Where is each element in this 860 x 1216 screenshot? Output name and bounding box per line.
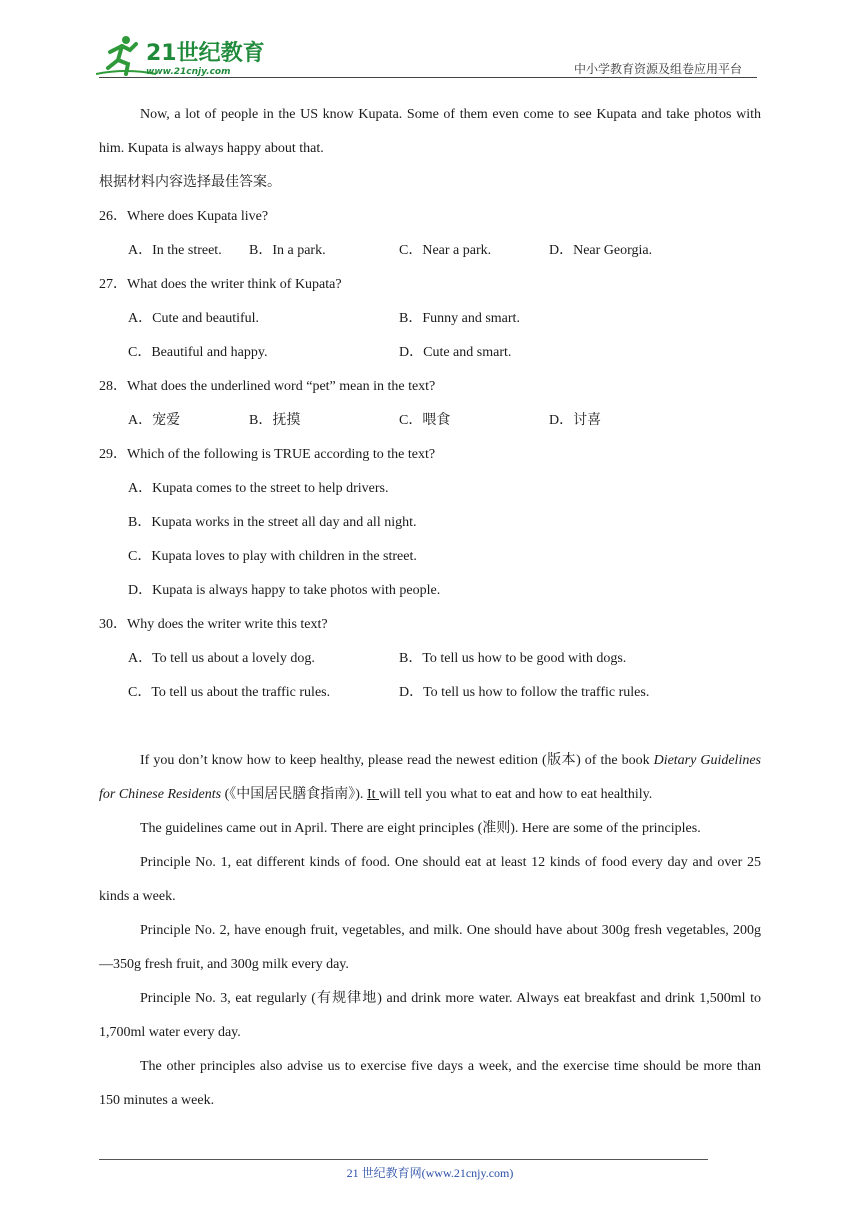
page-content <box>99 98 761 1118</box>
book-title: Dietary Guidelines for Chinese Residents <box>99 753 762 802</box>
option-c: C．Near a park. <box>399 243 492 258</box>
question-options <box>99 540 761 574</box>
question-stem: 30．Why does the writer write this text? <box>99 617 328 632</box>
section-gap <box>99 710 761 744</box>
footer-divider <box>99 1159 708 1160</box>
option-a: A．In the street. <box>128 243 222 258</box>
passage-paragraph: The other principles also advise us to exercise five days a week, and the exercise time should be more than 150 minutes a week. <box>99 1059 761 1108</box>
option-d: D．讨喜 <box>549 413 602 428</box>
passage-paragraph: Principle No. 3, eat regularly (有规律地) and drink more water. Always eat breakfast and drink 1,500ml to 1,700ml water every day. <box>99 991 761 1040</box>
svg-text:www.21cnjy.com: www.21cnjy.com <box>146 67 231 77</box>
option-b: B．To tell us how to be good with dogs. <box>399 651 627 666</box>
question-stem: 27．What does the writer think of Kupata? <box>99 277 342 292</box>
option-c: C．Kupata loves to play with children in the street. <box>128 549 417 564</box>
option-a: A．Kupata comes to the street to help drivers. <box>128 481 389 496</box>
option-b: B．Kupata works in the street all day and all night. <box>128 515 417 530</box>
option-b: B．Funny and smart. <box>399 311 520 326</box>
option-c: C．Beautiful and happy. <box>128 345 268 360</box>
question-options <box>99 472 761 506</box>
header-platform-text: 中小学教育资源及组卷应用平台 <box>574 62 743 76</box>
option-d: D．Near Georgia. <box>549 243 653 258</box>
option-d: D．Cute and smart. <box>399 345 512 360</box>
question-options <box>99 234 761 268</box>
question-options <box>99 642 761 676</box>
footer-text: 21 世纪教育网(www.21cnjy.com) <box>346 1166 514 1180</box>
option-b: B．抚摸 <box>249 413 301 428</box>
question-options <box>99 302 761 336</box>
passage-paragraph: Principle No. 2, have enough fruit, vegetables, and milk. One should have about 300g fresh vegetables, 200g—350g fresh fruit, and 300g milk every day. <box>99 923 761 972</box>
option-d: D．To tell us how to follow the traffic rules. <box>399 685 650 700</box>
instruction-text: 根据材料内容选择最佳答案。 <box>99 175 281 190</box>
option-c: C．To tell us about the traffic rules. <box>128 685 331 700</box>
question-stem: 26．Where does Kupata live? <box>99 209 269 224</box>
question-options <box>99 676 761 710</box>
question-options <box>99 506 761 540</box>
passage-paragraph: Principle No. 1, eat different kinds of food. One should eat at least 12 kinds of food every day and over 25 kinds a week. <box>99 855 761 904</box>
underlined-word-it: It <box>366 787 379 802</box>
svg-text:21世纪教育: 21世纪教育 <box>146 41 265 66</box>
page-header <box>0 0 860 80</box>
question-options <box>99 336 761 370</box>
option-a: A．To tell us about a lovely dog. <box>128 651 315 666</box>
question-options <box>99 574 761 608</box>
option-c: C．喂食 <box>399 413 451 428</box>
passage-paragraph: If you don’t know how to keep healthy, please read the newest edition (版本) of the book Dietary Guidelines for Chinese Residents (《中国居民膳食指南》). It will tell you what to eat and how to eat healthily. <box>99 753 762 802</box>
option-a: A．宠爱 <box>128 413 181 428</box>
option-d: D．Kupata is always happy to take photos with people. <box>128 583 441 598</box>
question-options <box>99 404 761 438</box>
passage-paragraph: Now, a lot of people in the US know Kupata. Some of them even come to see Kupata and take photos with him. Kupata is always happy about that. <box>99 107 761 156</box>
header-divider <box>99 77 757 78</box>
option-b: B．In a park. <box>249 243 326 258</box>
passage-paragraph: The guidelines came out in April. There are eight principles (准则). Here are some of the principles. <box>140 821 701 836</box>
site-logo <box>96 34 266 78</box>
question-stem: 28．What does the underlined word “pet” mean in the text? <box>99 379 436 394</box>
option-a: A．Cute and beautiful. <box>128 311 260 326</box>
question-stem: 29．Which of the following is TRUE according to the text? <box>99 447 436 462</box>
